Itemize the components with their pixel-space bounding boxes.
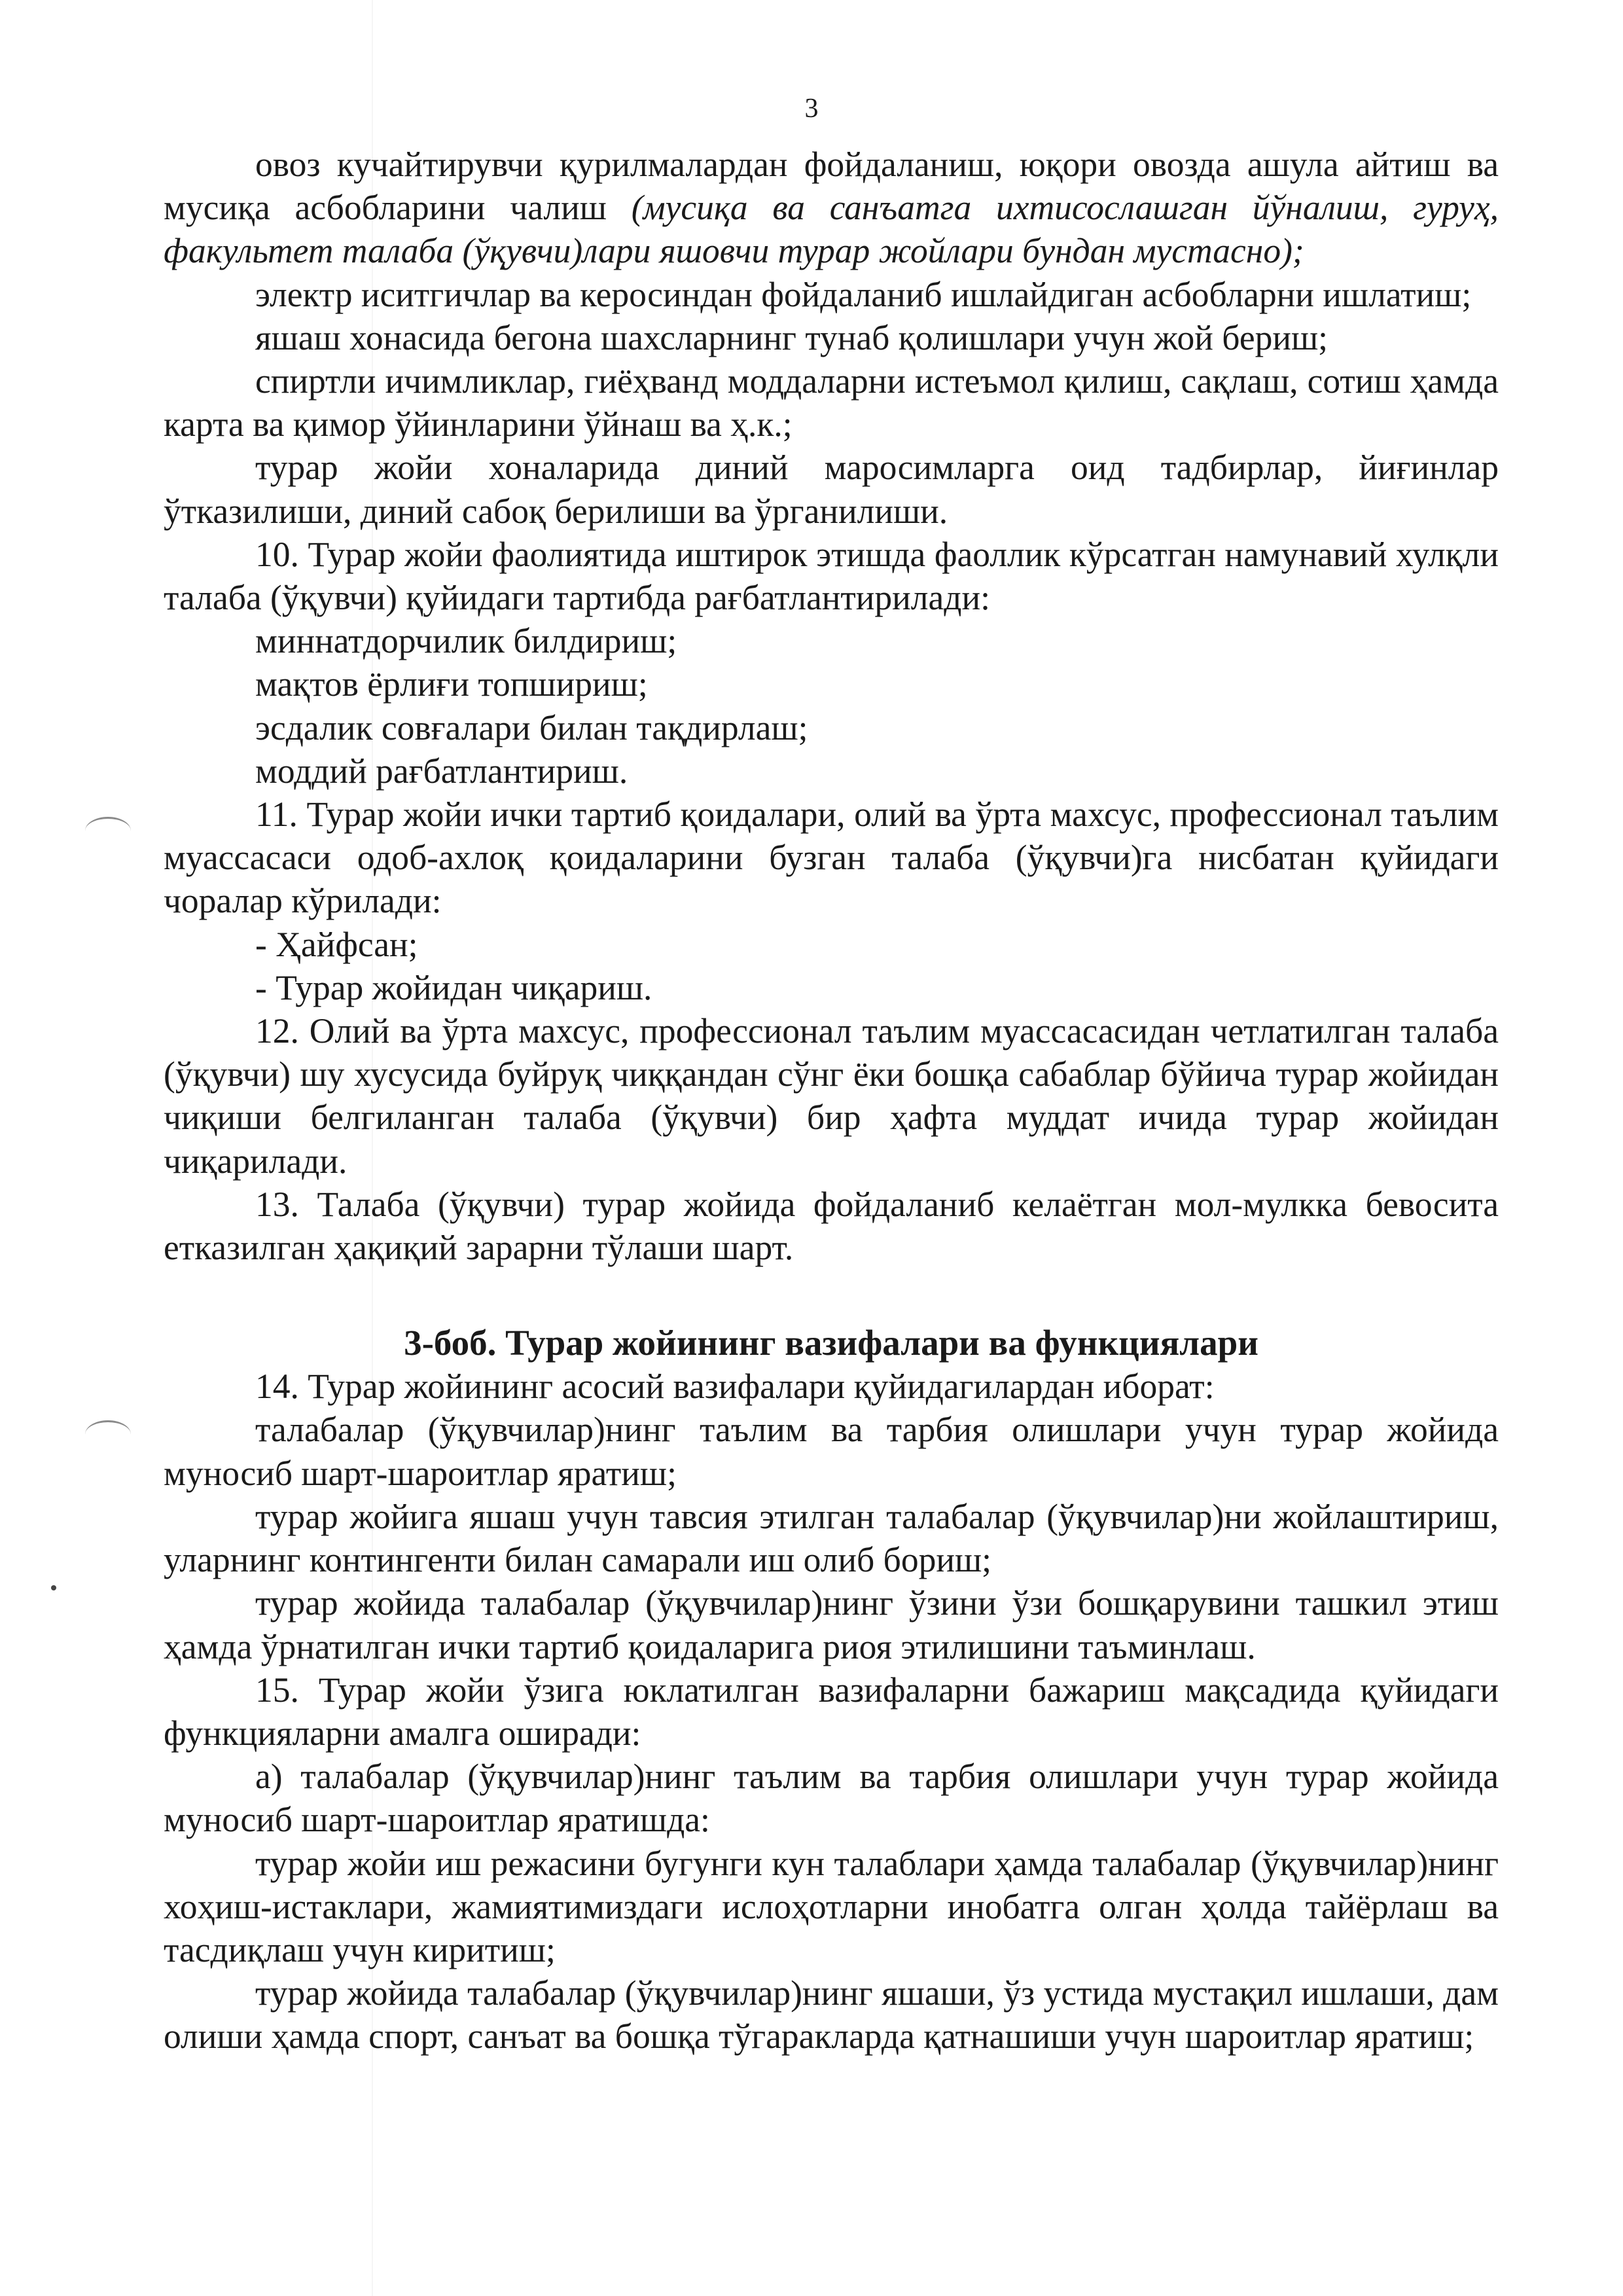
paragraph: электр иситгичлар ва керосиндан фойдаланиб ишлайдиган асбобларни ишлатиш; [255,274,1472,314]
scan-artifact [85,817,131,845]
paragraph: а) талабалар (ўқувчилар)нинг таълим ва тарбия олишлари учун турар жойида муносиб шарт-шароитлар яратишда: [164,1757,1499,1840]
paragraph-10: 10. Турар жойи фаолиятида иштирок этишда фаоллик кўрсатган намунавий хулқли талаба (ўқувчи) қуйидаги тартибда рағбатлантирилади: [164,534,1499,618]
chapter-heading: 3-боб. Турар жойининг вазифалари ва функциялари [404,1323,1258,1363]
page-number: 3 [804,94,819,124]
list-item: - Турар жойидан чиқариш. [255,967,652,1007]
document-body [164,143,1499,2058]
paragraph: турар жойи хоналарида диний маросимларга оид тадбирлар, йиғинлар ўтказилиши, диний сабоқ берилиши ва ўрганилиши. [164,448,1499,531]
paragraph: талабалар (ўқувчилар)нинг таълим ва тарбия олишлари учун турар жойида муносиб шарт-шароитлар яратиш; [164,1410,1499,1493]
paragraph-14: 14. Турар жойининг асосий вазифалари қуйидагилардан иборат: [255,1367,1215,1407]
list-item: эсдалик совғалари билан тақдирлаш; [255,708,808,747]
paragraph [164,143,1499,273]
paragraph-15: 15. Турар жойи ўзига юклатилган вазифаларни бажариш мақсадида қуйидаги функцияларни амалга оширади: [164,1670,1499,1753]
paragraph: яшаш хонасида бегона шахсларнинг тунаб қолишлари учун жой бериш; [255,317,1329,357]
paragraph-13: 13. Талаба (ўқувчи) турар жойида фойдаланиб келаётган мол-мулкка бевосита етказилган ҳақиқий зарарни тўлаши шарт. [164,1184,1499,1268]
scan-artifact [85,1420,131,1448]
paragraph: спиртли ичимликлар, гиёҳванд моддаларни истеъмол қилиш, сақлаш, сотиш ҳамда карта ва қимор ўйинларини ўйнаш ва ҳ.к.; [164,361,1499,444]
list-item: моддий рағбатлантириш. [255,751,628,791]
paragraph-italic-text: (мусиқа ва санъатга ихтисослашган йўналиш, гуруҳ, факультет талаба (ўқувчи)лари яшовчи турар жойлари бундан мустасно); [164,188,1499,271]
list-item: мақтов ёрлиғи топшириш; [255,664,648,704]
list-item: миннатдорчилик билдириш; [255,621,677,661]
paragraph-text: овоз кучайтирувчи қурилмалардан фойдаланиш, юқори овозда ашула айтиш ва мусиқа асбобларини чалиш [164,145,1499,228]
paragraph-11: 11. Турар жойи ички тартиб қоидалари, олий ва ўрта махсус, профессионал таълим муассасаси одоб-ахлоқ қоидаларини бузган талаба (ўқувчи)га нисбатан қуйидаги чоралар кўрилади: [164,795,1499,921]
scan-artifact [51,1585,56,1590]
paragraph: турар жойида талабалар (ўқувчилар)нинг яшаши, ўз устида мустақил ишлаши, дам олиши ҳамда спорт, санъат ва бошқа тўгаракларда қатнашиши учун шароитлар яратиш; [164,1973,1499,2056]
paragraph-12: 12. Олий ва ўрта махсус, профессионал таълим муассасасидан четлатилган талаба (ўқувчи) шу хусусида буйруқ чиққандан сўнг ёки бошқа сабаблар бўйича турар жойидан чиқиши белгиланган талаба (ўқувчи) бир ҳафта муддат ичида турар жойидан чиқарилади. [164,1011,1499,1181]
paragraph: турар жойи иш режасини бугунги кун талаблари ҳамда талабалар (ўқувчилар)нинг хоҳиш-истаклари, жамиятимиздаги ислоҳотларни инобатга олган ҳолда тайёрлаш ва тасдиқлаш учун киритиш; [164,1843,1499,1969]
paragraph: турар жойига яшаш учун тавсия этилган талабалар (ўқувчилар)ни жойлаштириш, уларнинг контингенти билан самарали иш олиб бориш; [164,1496,1499,1580]
list-item: - Ҳайфсан; [255,924,418,964]
paragraph: турар жойида талабалар (ўқувчилар)нинг ўзини ўзи бошқарувини ташкил этиш ҳамда ўрнатилган ички тартиб қоидаларига риоя этилишини таъминлаш. [164,1583,1499,1666]
